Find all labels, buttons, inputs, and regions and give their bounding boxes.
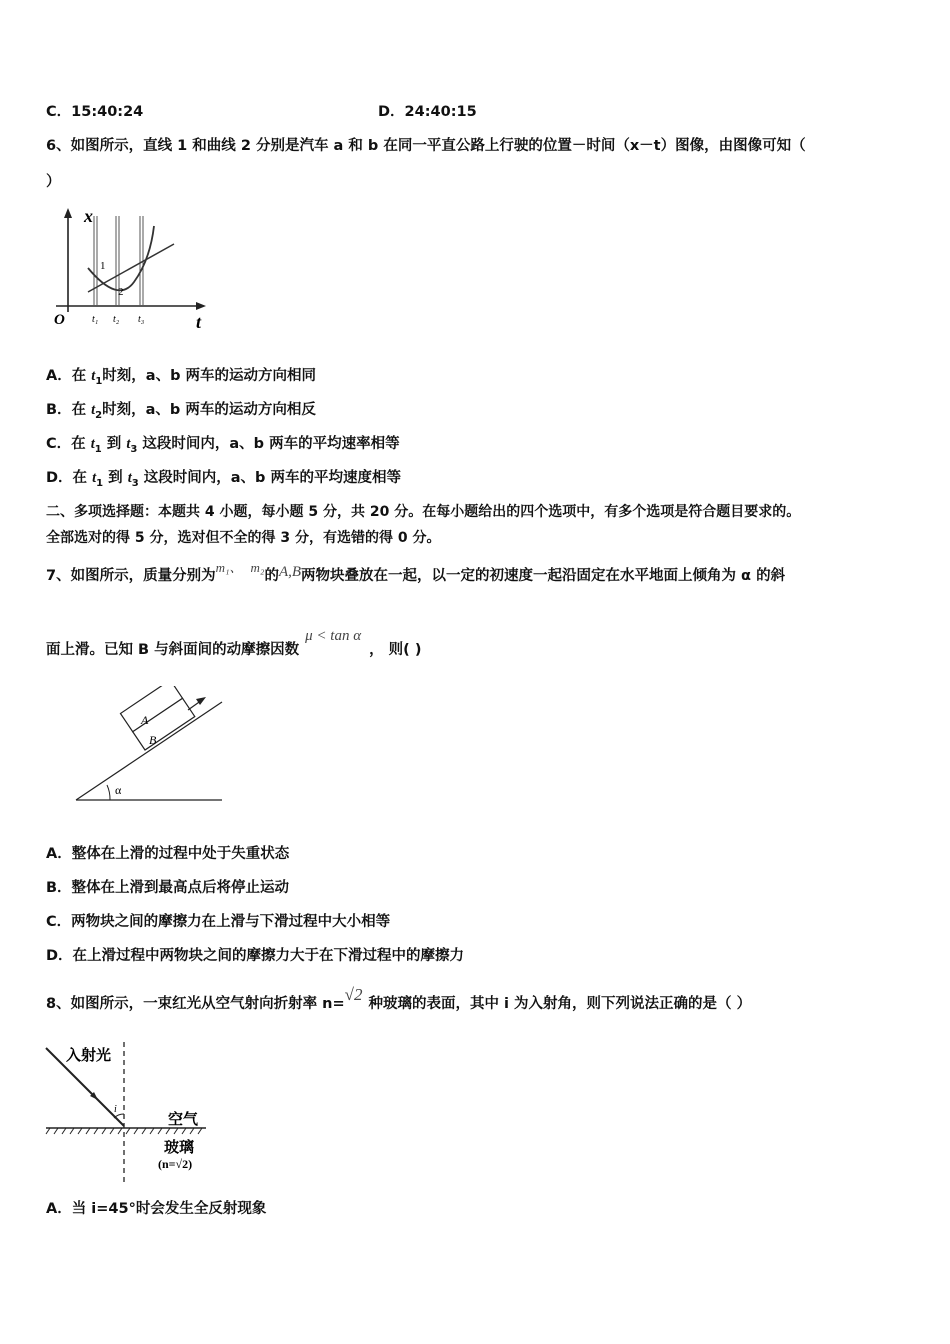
glass-index-label: (n=√2) [158, 1157, 193, 1171]
q7-option-a: A．整体在上滑的过程中处于失重状态 [46, 846, 290, 862]
q7-stem-line1: 7、如图所示，质量分别为m₁、 m₂的A,B两物块叠放在一起，以一定的初速度一起沿固定在水平地面上倾角为 α 的斜 [46, 560, 786, 584]
curve-2-label: 2 [118, 286, 124, 298]
origin-label: O [54, 312, 65, 328]
q8-stem: 8、如图所示，一束红光从空气射向折射率 n=√2 种玻璃的表面，其中 i 为入射角，则下列说法正确的是（ ） [46, 985, 752, 1012]
q6-xt-graph [48, 204, 218, 332]
line-1-label: 1 [100, 260, 106, 272]
section2-line1: 二、多项选择题：本题共 4 小题，每小题 5 分，共 20 分。在每小题给出的四个选项中，有多个选项是符合题目要求的。 [46, 504, 801, 520]
q6-option-b: B．在 $t_2$时刻，a、b 两车的运动方向相反 [46, 402, 316, 421]
q7-option-c: C．两物块之间的摩擦力在上滑与下滑过程中大小相等 [46, 914, 391, 930]
q7-option-b: B．整体在上滑到最高点后将停止运动 [46, 880, 290, 896]
q6-option-d: D．在 $t_1$ 到 $t_3$ 这段时间内，a、b 两车的平均速度相等 [46, 470, 401, 489]
q7-incline-figure [70, 686, 230, 808]
glass-label: 玻璃 [164, 1138, 195, 1156]
q6-option-a: A．在 $t_1$时刻，a、b 两车的运动方向相同 [46, 368, 317, 387]
block-a-label: A [141, 713, 149, 727]
tick-t2: t₂ [113, 314, 120, 325]
section2-line2: 全部选对的得 5 分，选对但不全的得 3 分，有选错的得 0 分。 [46, 530, 441, 546]
incident-light-label: 入射光 [66, 1046, 112, 1064]
incident-angle-label: i [114, 1104, 117, 1115]
air-label: 空气 [168, 1110, 199, 1128]
q6-stem-line1: 6、如图所示，直线 1 和曲线 2 分别是汽车 a 和 b 在同一平直公路上行驶的位置－时间（x－t）图像，由图像可知（ [46, 138, 806, 154]
block-b-label: B [149, 733, 157, 747]
q6-option-c: C．在 $t_1$ 到 $t_3$ 这段时间内，a、b 两车的平均速率相等 [46, 436, 400, 455]
q5-option-d: D．24:40:15 [378, 104, 477, 120]
y-axis-label: x [84, 206, 93, 226]
tick-t3: t₃ [138, 314, 145, 325]
q8-option-a: A．当 i=45°时会发生全反射现象 [46, 1201, 267, 1217]
q6-stem-line2: ） [46, 174, 61, 190]
tick-t1: t₁ [92, 314, 99, 325]
q7-option-d: D．在上滑过程中两物块之间的摩擦力大于在下滑过程中的摩擦力 [46, 948, 465, 964]
curve-2 [88, 226, 154, 290]
q8-refraction-figure [40, 1038, 220, 1188]
q5-option-c: C．15:40:24 [46, 104, 144, 120]
x-axis-label: t [196, 312, 202, 332]
q7-stem-line2: 面上滑。已知 B 与斜面间的动摩擦因数μ < tan α， 则( ) [46, 628, 422, 658]
angle-alpha-label: α [115, 783, 122, 797]
